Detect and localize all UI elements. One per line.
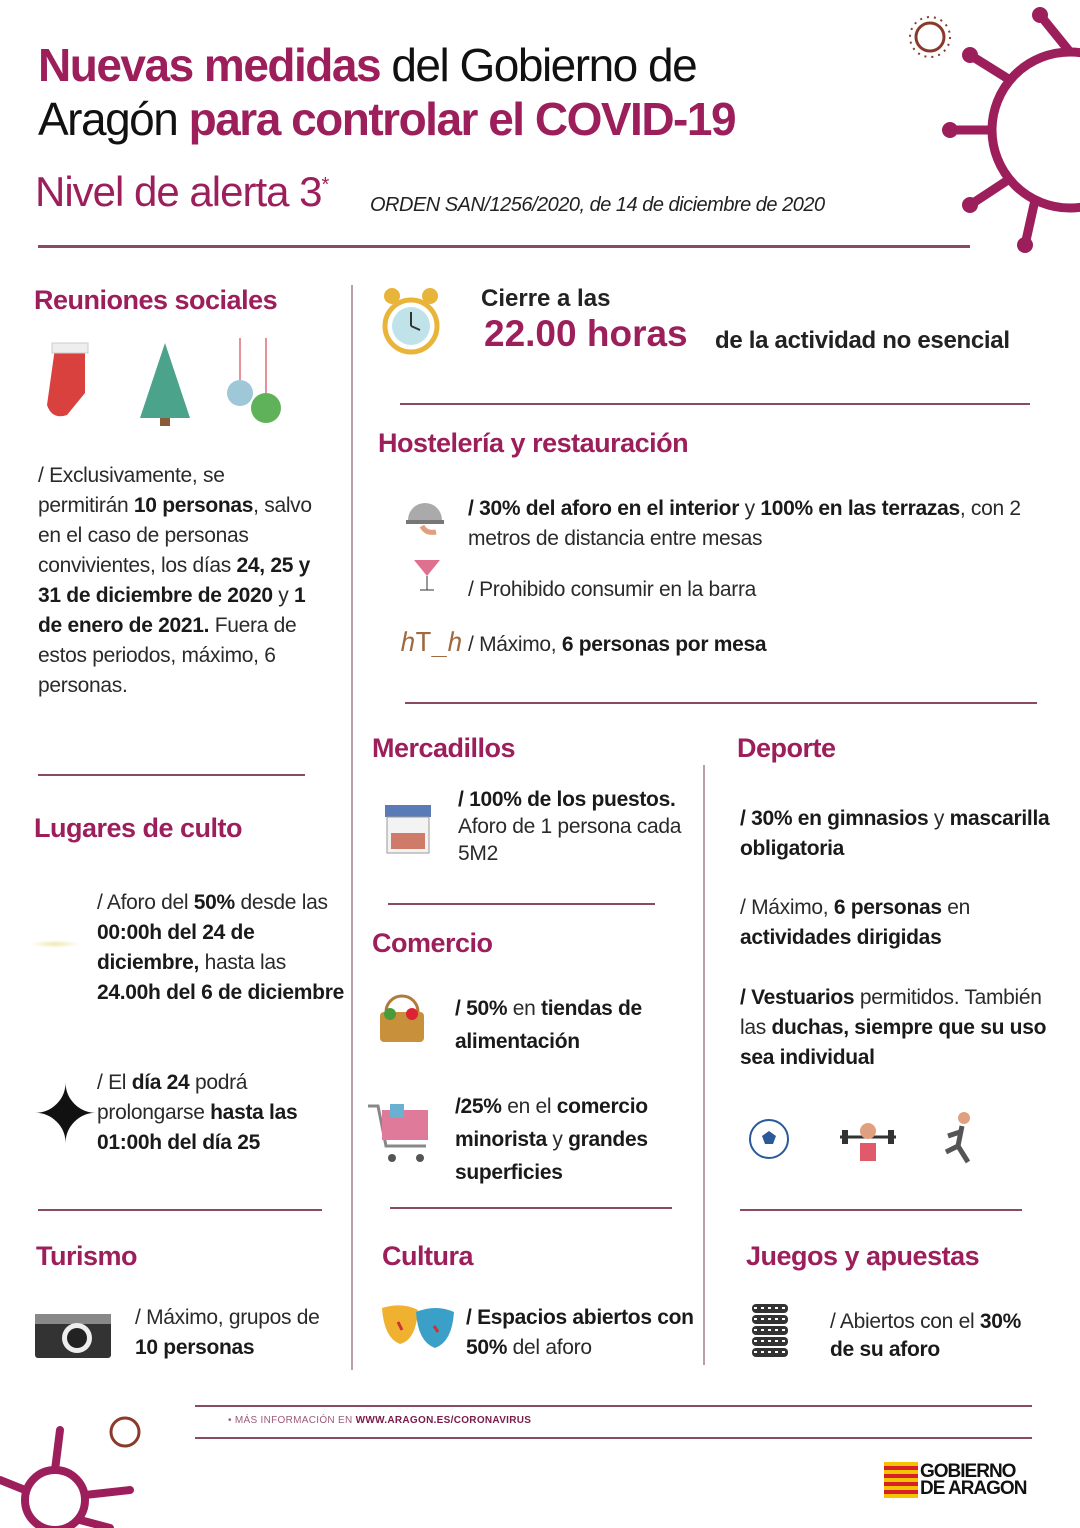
divider [405,702,1037,704]
hosteleria-item-3 [468,630,1028,660]
deporte-item-3 [740,983,1060,1073]
text-segment: desde las [234,891,328,914]
heading-turismo: Turismo [36,1241,138,1271]
text-segment: y [546,1128,569,1151]
text-segment: / Máximo, grupos de [135,1306,320,1329]
bold-text: grandes superficies [455,1128,648,1184]
order-reference: ORDEN SAN/1256/2020, de 14 de diciembre de 2020 [370,194,825,216]
divider [388,903,655,905]
more-info-link[interactable]: WWW.ARAGON.ES/CORONAVIRUS [355,1415,532,1426]
footer-divider-bottom [195,1437,1032,1439]
divider [400,403,1030,405]
bold-text: tiendas de alimentación [455,997,642,1053]
shopping-cart-icon [366,1100,432,1166]
juegos-text [830,1308,1030,1364]
bold-text: / 30% del aforo en el interior [468,497,740,520]
turismo-text [135,1303,335,1363]
heading-hosteleria: Hostelería y restauración [378,428,689,458]
bold-text: duchas, siempre que su uso sea individual [740,1016,1047,1069]
text-segment: / Aforo del [97,891,194,914]
bold-text: /25% [455,1095,502,1118]
culto-item-1 [97,888,347,1008]
bold-text: actividades dirigidas [740,926,942,949]
hosteleria-item-1 [468,494,1038,554]
bold-text: 00:00h del 24 de diciembre, [97,921,255,974]
text-segment: Fuera de estos periodos, máximo, 6 personas. [38,614,297,697]
bold-text: hasta las 01:00h del día 25 [97,1101,298,1154]
comercio-item-1 [455,992,695,1058]
bold-text: 50% [193,891,235,914]
bold-text: día 24 [131,1071,190,1094]
heading-mercadillos: Mercadillos [372,733,516,763]
bold-text: 24.00h del 6 de diciembre [97,981,344,1004]
text-segment: / Máximo, [740,896,834,919]
alert-level-text: Nivel de alerta 3 [35,168,322,215]
closing-label: Cierre a las [481,285,611,312]
heading-culto: Lugares de culto [34,813,243,843]
deporte-item-2 [740,893,1050,953]
text-segment: permitidos. También las [740,986,1042,1039]
bold-text: Nuevas medidas [38,39,381,91]
text-segment: y [928,807,950,830]
gobierno-aragon-logo [884,1462,1026,1498]
cocktail-icon [412,552,442,594]
bold-text: / Vestuarios [740,986,855,1009]
alert-level [35,168,328,216]
text-segment: Aragón [38,93,189,145]
small-virus-icon [905,12,955,62]
text-segment: del aforo [507,1336,592,1359]
logo-line-2: DE ARAGON [920,1478,1027,1499]
bold-text: / 100% de los puestos. [458,788,676,811]
text-segment: en [941,896,971,919]
text-segment: / El [97,1071,132,1094]
bold-text: / Espacios abiertos con 50% [466,1306,694,1359]
text-segment: / Prohibido consumir en la barra [468,578,757,601]
heading-deporte: Deporte [737,733,836,763]
bold-text: 10 personas [135,1336,255,1359]
cloche-icon [404,494,446,536]
table-chairs-icon: ℎT̲ℎ [400,628,463,658]
column-divider-2 [703,765,705,1365]
culto-item-2 [97,1068,337,1158]
bold-text: para controlar el COVID-19 [188,93,736,145]
more-info: • MÁS INFORMACIÓN EN WWW.ARAGON.ES/CORONAVIRUS [228,1415,532,1426]
mercadillos-text [458,786,688,867]
comercio-item-2 [455,1090,705,1189]
bold-text: comercio minorista [455,1095,648,1151]
virus-icon-bottom [0,1410,150,1528]
heading-reuniones: Reuniones sociales [34,285,278,315]
bold-text: / 50% [455,997,508,1020]
camera-icon [35,1308,111,1358]
bold-text: 1 de enero de 2021. [38,584,306,637]
text-segment: hasta las [199,951,286,974]
text-segment: Aforo de 1 persona cada 5M2 [458,815,682,865]
title-line-2 [38,92,735,146]
bold-text: 30% de su aforo [830,1310,1021,1361]
christmas-decorations-icon [40,338,290,430]
more-info-label: MÁS INFORMACIÓN EN [234,1415,356,1426]
divider [38,1209,322,1211]
closing-time: 22.00 horas [484,313,688,354]
food-basket-icon [376,992,428,1044]
title-line-1 [38,38,696,92]
theater-masks-icon [380,1302,458,1354]
heading-comercio: Comercio [372,928,493,958]
deporte-item-1 [740,804,1050,864]
runner-icon [940,1110,980,1170]
text-segment: , salvo en el caso de personas convivientes, los días [38,494,312,577]
divider [38,774,305,776]
bold-text: 6 personas [833,896,942,919]
text-segment: / Abiertos con el [830,1310,980,1333]
text-segment: / Exclusivamente, se permitirán [38,464,225,517]
bold-text: mascarilla obligatoria [740,807,1050,860]
text-segment: y [739,497,761,520]
reuniones-text [38,461,318,701]
divider [390,1207,672,1209]
logo-line-1: GOBIERNO [920,1461,1016,1482]
weightlifter-icon [838,1117,898,1167]
soccer-ball-icon [747,1117,791,1161]
text-segment: en [507,997,542,1020]
alert-asterisk: * [321,174,329,196]
cultura-text [466,1303,696,1363]
text-segment: del Gobierno de [380,39,697,91]
sparkle-icon [30,940,80,948]
column-divider [351,285,353,1370]
bold-text: 24, 25 y 31 de diciembre de 2020 [38,554,311,607]
header-divider [38,245,970,248]
casino-chips-icon [748,1302,792,1358]
alarm-clock-icon [380,284,442,358]
closing-suffix: de la actividad no esencial [715,327,1010,354]
bold-text: 100% en las terrazas [760,497,960,520]
heading-cultura: Cultura [382,1241,473,1271]
hosteleria-item-2 [468,575,1028,605]
aragon-flag-icon [884,1462,918,1498]
heading-juegos: Juegos y apuestas [746,1241,980,1271]
market-stall-icon [383,803,433,855]
bold-text: / 30% en gimnasios [740,807,929,830]
bold-text: 6 personas por mesa [561,633,767,656]
footer-divider-top [195,1405,1032,1407]
divider [740,1209,1022,1211]
text-segment: podrá prolongarse [97,1071,248,1124]
text-segment: y [272,584,295,607]
bold-text: 10 personas [133,494,254,517]
text-segment: en el [501,1095,557,1118]
text-segment: , con 2 metros de distancia entre mesas [468,497,1021,550]
star-icon: ✦ [32,1070,100,1159]
text-segment: / Máximo, [468,633,562,656]
virus-icon [940,0,1080,260]
